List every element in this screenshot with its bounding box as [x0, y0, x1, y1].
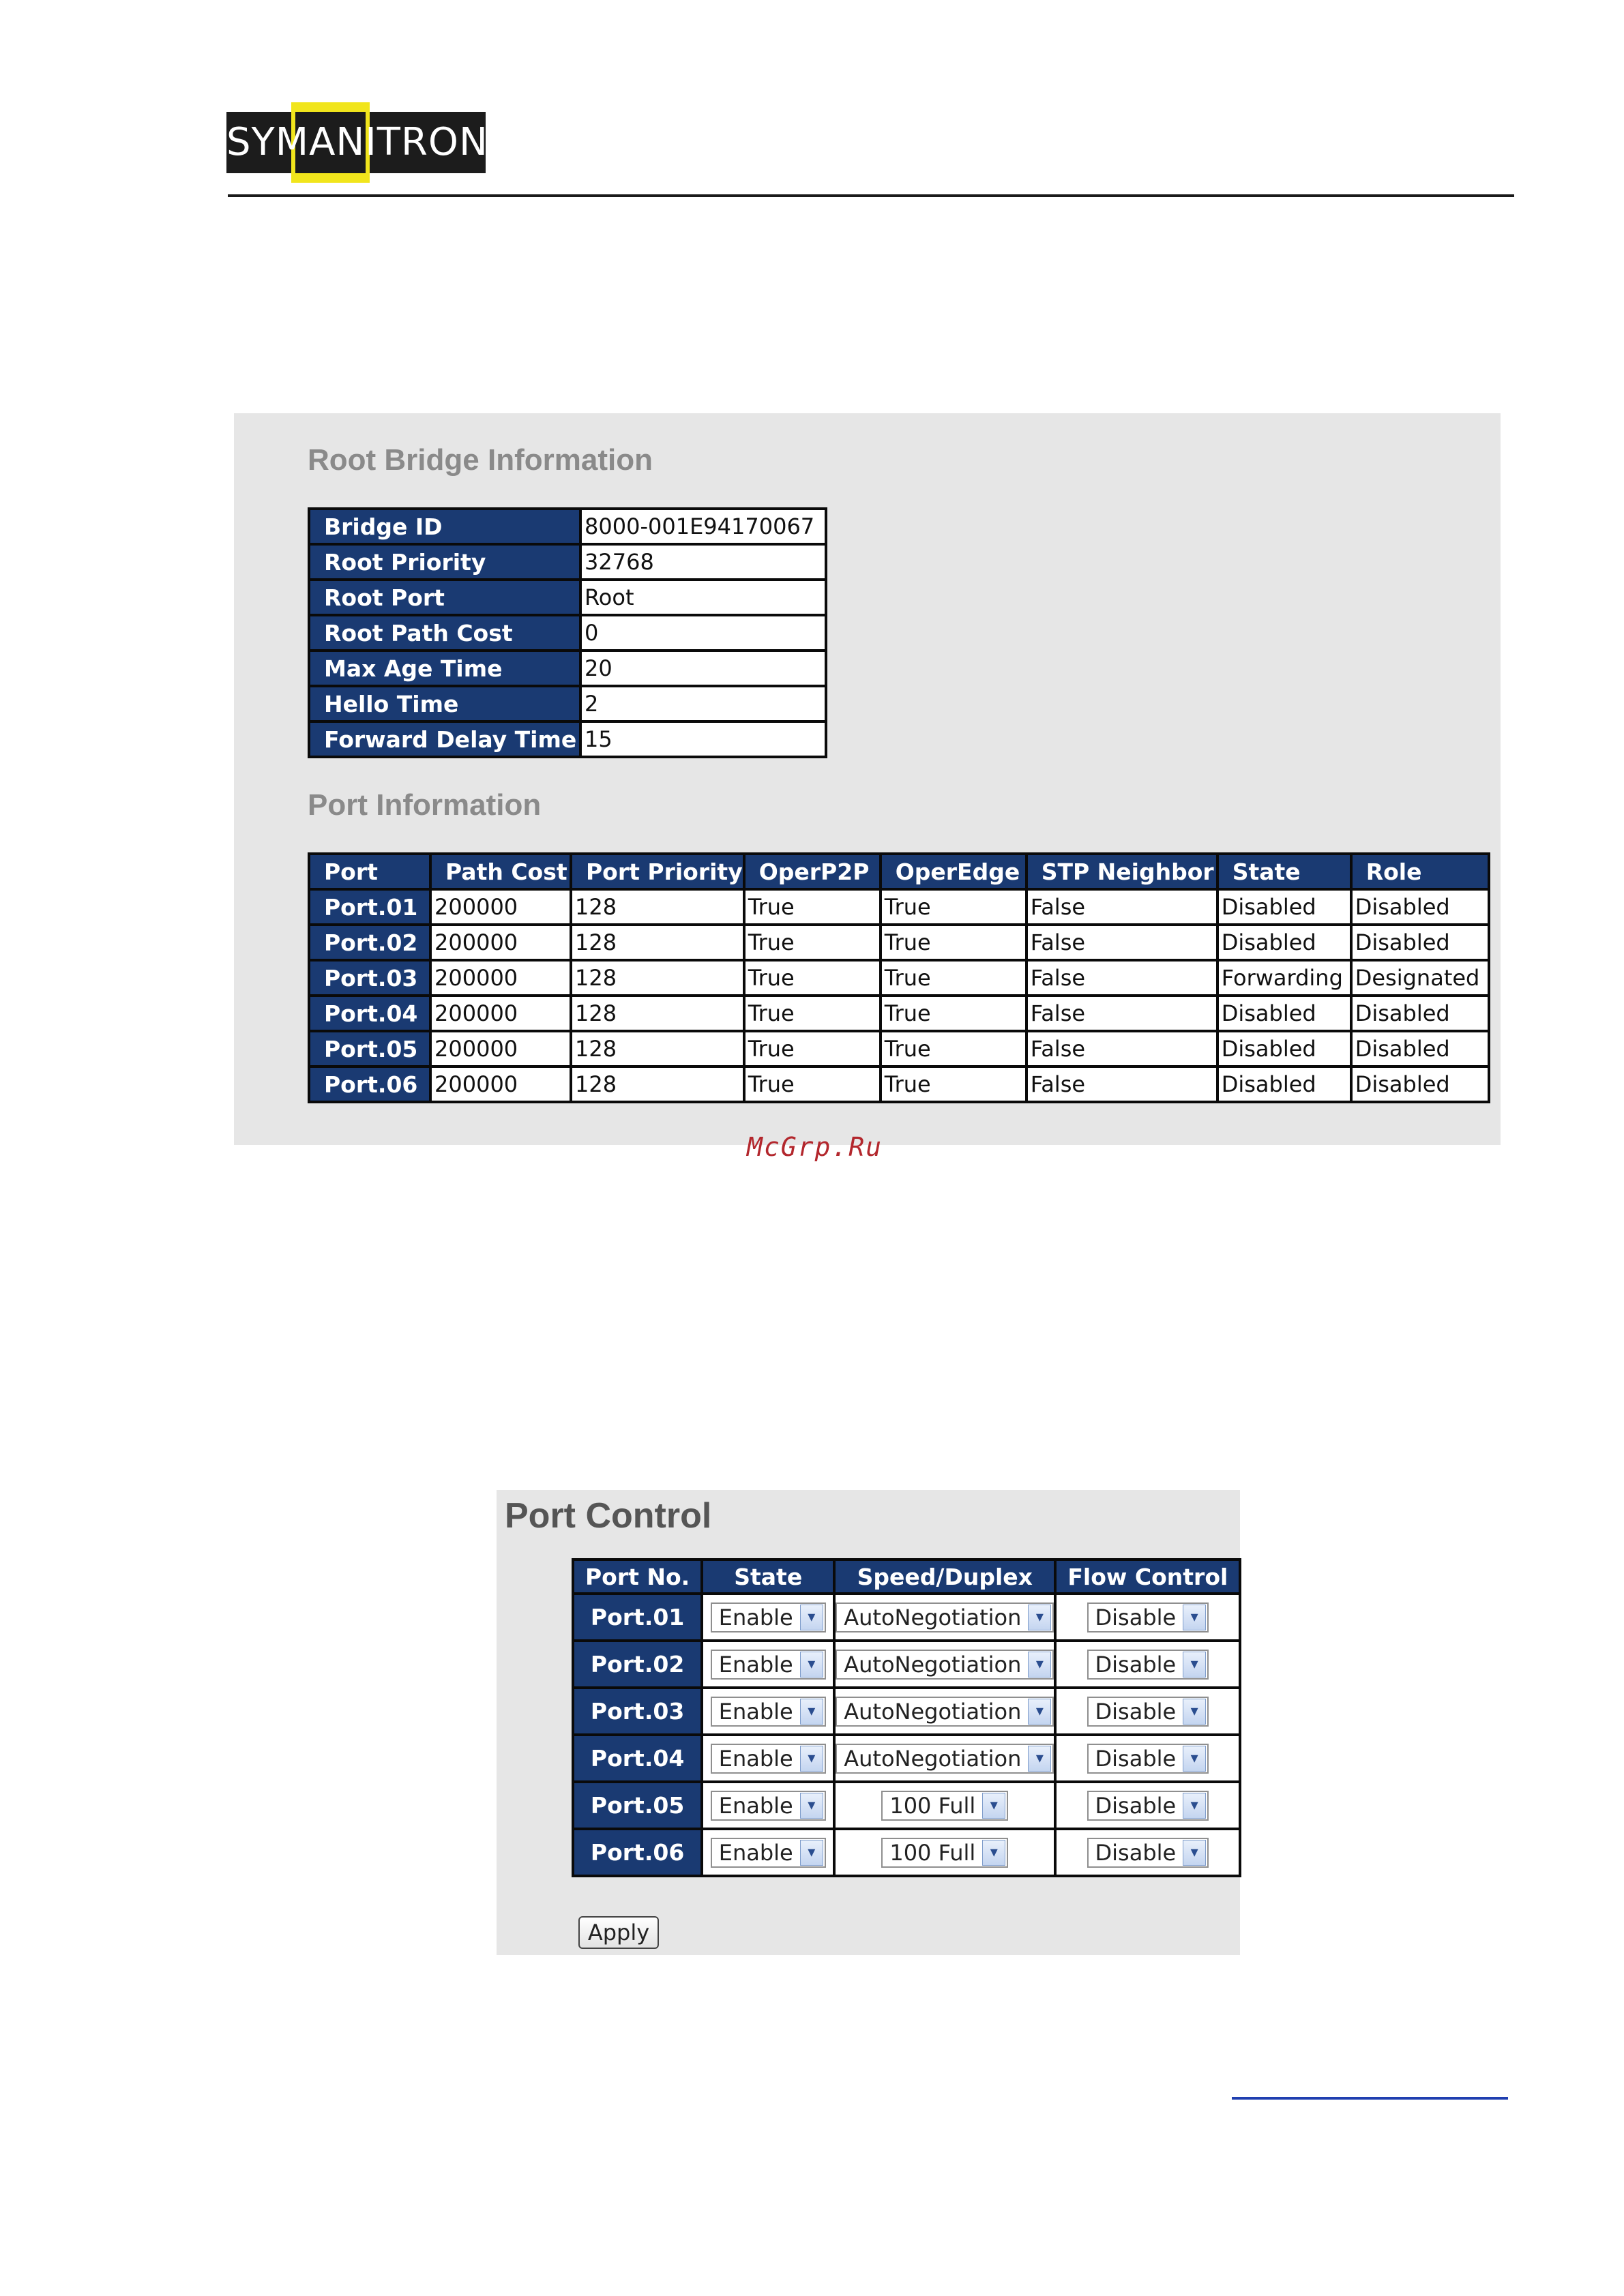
table-cell: True [882, 961, 1025, 994]
flow-control-select-value: Disable [1095, 1792, 1177, 1819]
table-row [574, 1736, 1239, 1780]
flow-control-select[interactable] [1087, 1650, 1209, 1680]
port-info-table [308, 852, 1490, 1103]
col-header-state: State [1219, 855, 1350, 888]
table-cell: 128 [572, 1068, 743, 1101]
port-info-title: Port Information [308, 788, 542, 822]
table-cell: True [745, 961, 879, 994]
table-row [310, 510, 825, 543]
row-value: 2 [582, 687, 825, 720]
speed-duplex-select-value: AutoNegotiation [844, 1745, 1022, 1772]
chevron-down-icon[interactable]: ▾ [1183, 1746, 1206, 1772]
flow-control-select-value: Disable [1095, 1651, 1177, 1678]
port-label: Port.03 [310, 961, 429, 994]
state-select-value: Enable [718, 1792, 793, 1819]
speed-cell [836, 1689, 1054, 1733]
chevron-down-icon[interactable]: ▾ [1183, 1793, 1206, 1819]
state-cell [703, 1830, 833, 1875]
port-label: Port.01 [574, 1595, 700, 1639]
table-cell: True [882, 1068, 1025, 1101]
port-label: Port.04 [574, 1736, 700, 1780]
row-label: Hello Time [310, 687, 579, 720]
table-row [310, 687, 825, 720]
flow-control-select[interactable] [1087, 1602, 1209, 1632]
table-cell: 200000 [432, 1032, 570, 1065]
chevron-down-icon[interactable]: ▾ [1183, 1840, 1206, 1866]
speed-duplex-select-value: AutoNegotiation [844, 1698, 1022, 1725]
chevron-down-icon[interactable]: ▾ [982, 1840, 1005, 1866]
row-value: 0 [582, 616, 825, 649]
chevron-down-icon[interactable]: ▾ [800, 1840, 823, 1866]
row-label: Max Age Time [310, 652, 579, 685]
flow-control-select-value: Disable [1095, 1745, 1177, 1772]
table-cell: True [882, 997, 1025, 1030]
port-label: Port.02 [310, 926, 429, 959]
flow-cell [1057, 1783, 1239, 1828]
table-cell: True [882, 891, 1025, 923]
table-cell: Disabled [1353, 1068, 1488, 1101]
flow-control-select[interactable] [1087, 1791, 1209, 1821]
state-select[interactable] [711, 1602, 826, 1632]
port-label: Port.06 [574, 1830, 700, 1875]
watermark-text: McGrp.Ru [747, 1132, 883, 1162]
table-cell: False [1028, 997, 1216, 1030]
state-select-value: Enable [718, 1839, 793, 1866]
header-divider [228, 194, 1514, 197]
chevron-down-icon[interactable]: ▾ [1183, 1652, 1206, 1678]
state-select-value: Enable [718, 1745, 793, 1772]
flow-cell [1057, 1595, 1239, 1639]
table-cell: 200000 [432, 926, 570, 959]
table-cell: Disabled [1219, 1032, 1350, 1065]
table-header-row [574, 1561, 1239, 1592]
flow-cell [1057, 1689, 1239, 1733]
speed-cell [836, 1736, 1054, 1780]
speed-duplex-select-value: AutoNegotiation [844, 1604, 1022, 1630]
row-value: 20 [582, 652, 825, 685]
table-cell: Disabled [1353, 997, 1488, 1030]
col-header-flow-control: Flow Control [1057, 1561, 1239, 1592]
table-row [574, 1830, 1239, 1875]
col-header-operedge: OperEdge [882, 855, 1025, 888]
chevron-down-icon[interactable]: ▾ [1028, 1746, 1051, 1772]
table-row [310, 997, 1488, 1030]
table-cell: True [745, 1032, 879, 1065]
port-label: Port.05 [310, 1032, 429, 1065]
col-header-port: Port [310, 855, 429, 888]
col-header-speed-duplex: Speed/Duplex [836, 1561, 1054, 1592]
flow-cell [1057, 1830, 1239, 1875]
col-header-role: Role [1353, 855, 1488, 888]
col-header-stp-neighbor: STP Neighbor [1028, 855, 1216, 888]
root-bridge-table [308, 507, 827, 758]
speed-duplex-select[interactable] [836, 1697, 1054, 1727]
table-cell: 200000 [432, 997, 570, 1030]
apply-button[interactable]: Apply [578, 1916, 659, 1949]
table-cell: Designated [1353, 961, 1488, 994]
row-value: 32768 [582, 546, 825, 578]
row-value: Root [582, 581, 825, 614]
row-label: Root Port [310, 581, 579, 614]
row-label: Root Priority [310, 546, 579, 578]
speed-duplex-select[interactable] [836, 1650, 1054, 1680]
logo-text: SYMANITRON [226, 120, 488, 164]
table-cell: Disabled [1353, 1032, 1488, 1065]
table-row [310, 891, 1488, 923]
speed-duplex-select[interactable] [881, 1838, 1008, 1868]
chevron-down-icon[interactable]: ▾ [800, 1699, 823, 1725]
table-cell: True [745, 891, 879, 923]
table-row [310, 652, 825, 685]
state-select[interactable] [711, 1650, 826, 1680]
table-row [310, 1032, 1488, 1065]
table-cell: True [882, 1032, 1025, 1065]
table-cell: Disabled [1219, 997, 1350, 1030]
table-cell: Disabled [1353, 926, 1488, 959]
state-cell [703, 1783, 833, 1828]
table-row [310, 723, 825, 756]
table-row [310, 616, 825, 649]
table-row [310, 546, 825, 578]
state-select-value: Enable [718, 1604, 793, 1630]
state-cell [703, 1736, 833, 1780]
row-value: 8000-001E94170067 [582, 510, 825, 543]
table-cell: False [1028, 891, 1216, 923]
chevron-down-icon[interactable]: ▾ [1183, 1605, 1206, 1630]
table-cell: 128 [572, 961, 743, 994]
table-cell: Disabled [1219, 1068, 1350, 1101]
flow-control-select[interactable] [1087, 1697, 1209, 1727]
table-cell: 200000 [432, 891, 570, 923]
table-row [310, 581, 825, 614]
row-label: Root Path Cost [310, 616, 579, 649]
table-cell: 128 [572, 891, 743, 923]
flow-control-select[interactable] [1087, 1744, 1209, 1774]
table-cell: Disabled [1353, 891, 1488, 923]
root-bridge-title: Root Bridge Information [308, 443, 653, 477]
logo-accent-bottom [291, 173, 370, 183]
speed-duplex-select-value: 100 Full [889, 1792, 976, 1819]
state-cell [703, 1595, 833, 1639]
port-control-table [572, 1558, 1241, 1877]
table-row [574, 1783, 1239, 1828]
chevron-down-icon[interactable]: ▾ [800, 1652, 823, 1678]
speed-duplex-select-value: AutoNegotiation [844, 1651, 1022, 1678]
row-label: Bridge ID [310, 510, 579, 543]
table-row [310, 961, 1488, 994]
chevron-down-icon[interactable]: ▾ [982, 1793, 1005, 1819]
row-label: Forward Delay Time [310, 723, 579, 756]
table-cell: 200000 [432, 961, 570, 994]
state-select[interactable] [711, 1697, 826, 1727]
flow-control-select-value: Disable [1095, 1698, 1177, 1725]
table-cell: Disabled [1219, 926, 1350, 959]
table-cell: False [1028, 961, 1216, 994]
port-label: Port.03 [574, 1689, 700, 1733]
speed-duplex-select[interactable] [836, 1744, 1054, 1774]
speed-cell [836, 1642, 1054, 1686]
speed-duplex-select[interactable] [881, 1791, 1008, 1821]
speed-duplex-select[interactable] [836, 1602, 1054, 1632]
table-row [310, 926, 1488, 959]
chevron-down-icon[interactable]: ▾ [1028, 1699, 1051, 1725]
port-label: Port.01 [310, 891, 429, 923]
col-header-path-cost: Path Cost [432, 855, 570, 888]
footer-link-underline [1232, 2097, 1508, 2100]
state-select[interactable] [711, 1838, 826, 1868]
chevron-down-icon[interactable]: ▾ [1028, 1605, 1051, 1630]
speed-cell [836, 1783, 1054, 1828]
col-header-state: State [703, 1561, 833, 1592]
table-cell: False [1028, 1032, 1216, 1065]
chevron-down-icon[interactable]: ▾ [800, 1746, 823, 1772]
table-cell: False [1028, 1068, 1216, 1101]
chevron-down-icon[interactable]: ▾ [1183, 1699, 1206, 1725]
table-row [574, 1595, 1239, 1639]
table-cell: Disabled [1219, 891, 1350, 923]
table-row [310, 1068, 1488, 1101]
col-header-operp2p: OperP2P [745, 855, 879, 888]
table-cell: True [882, 926, 1025, 959]
port-label: Port.04 [310, 997, 429, 1030]
chevron-down-icon[interactable]: ▾ [1028, 1652, 1051, 1678]
col-header-port-no: Port No. [574, 1561, 700, 1592]
table-cell: 200000 [432, 1068, 570, 1101]
state-select-value: Enable [718, 1698, 793, 1725]
table-cell: True [745, 997, 879, 1030]
state-cell [703, 1642, 833, 1686]
table-header-row [310, 855, 1488, 888]
flow-cell [1057, 1736, 1239, 1780]
table-cell: Forwarding [1219, 961, 1350, 994]
table-cell: False [1028, 926, 1216, 959]
brand-logo [226, 102, 486, 183]
table-cell: 128 [572, 997, 743, 1030]
table-row [574, 1689, 1239, 1733]
state-select[interactable] [711, 1791, 826, 1821]
state-select-value: Enable [718, 1651, 793, 1678]
flow-control-select[interactable] [1087, 1838, 1209, 1868]
speed-duplex-select-value: 100 Full [889, 1839, 976, 1866]
port-label: Port.06 [310, 1068, 429, 1101]
flow-control-select-value: Disable [1095, 1839, 1177, 1866]
speed-cell [836, 1595, 1054, 1639]
chevron-down-icon[interactable]: ▾ [800, 1793, 823, 1819]
table-row [574, 1642, 1239, 1686]
table-cell: True [745, 1068, 879, 1101]
flow-control-select-value: Disable [1095, 1604, 1177, 1630]
state-cell [703, 1689, 833, 1733]
table-cell: 128 [572, 926, 743, 959]
port-label: Port.05 [574, 1783, 700, 1828]
table-cell: True [745, 926, 879, 959]
state-select[interactable] [711, 1744, 826, 1774]
table-cell: 128 [572, 1032, 743, 1065]
speed-cell [836, 1830, 1054, 1875]
row-value: 15 [582, 723, 825, 756]
port-label: Port.02 [574, 1642, 700, 1686]
flow-cell [1057, 1642, 1239, 1686]
port-control-title: Port Control [505, 1496, 712, 1536]
col-header-port-priority: Port Priority [572, 855, 743, 888]
chevron-down-icon[interactable]: ▾ [800, 1605, 823, 1630]
